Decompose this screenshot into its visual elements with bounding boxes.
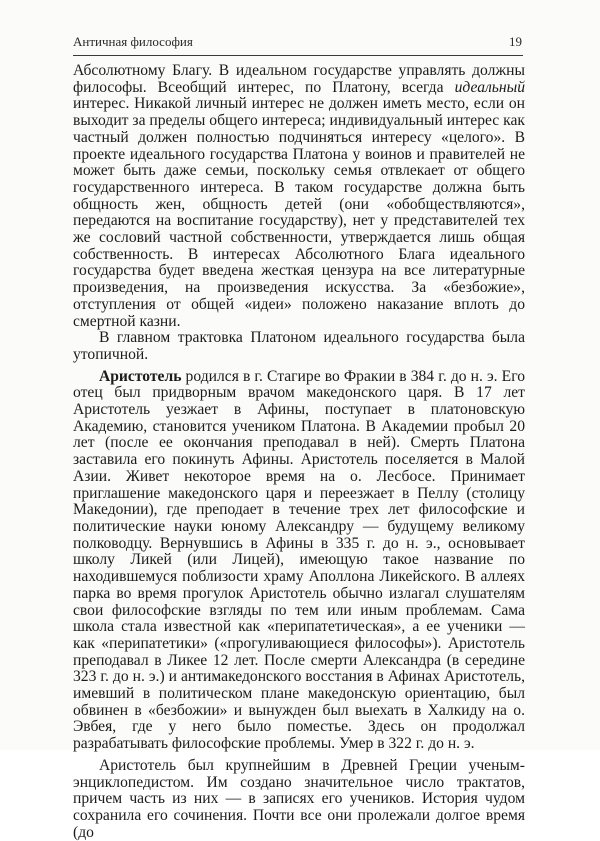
paragraph-text: интерес. Никакой личный интерес не должен иметь место, если он выходит за пределы общего интереса; индивидуальный интерес как частный должен полностью подчиняться интересу «целого». В проекте идеального государства Платона у воинов и правителей не может быть даже семьи, поскольку семья отвлекает от общего государственного интереса. В таком государстве должна быть общность жен, общность детей (они «обобществляются», передаются на воспитание государству), нет у представителей тех же сословий частной собственности, утверждается лишь общая собственность. В интересах Абсолютного Блага идеального государства будет введена жесткая цензура на все литературные произведения, на произведения искусства. За «безбожие», отступления от общей «идеи» положено наказание вплоть до смертной казни.: [73, 95, 525, 330]
paragraph-text: родился в г. Стагире во Фракии в 384 г. до н. э. Его отец был придворным врачом македонского царя. В 17 лет Аристотель уезжает в Афины, поступает в платоновскую Академию, становится учеником Платона. В Академии пробыл 20 лет (после ее окончания преподавал в ней). Смерть Платона заставила его покинуть Афины. Аристотель поселяется в Малой Азии. Живет некоторое время на о. Лесбосе. Принимает приглашение македонского царя и переезжает в Пеллу (столицу Македонии), где преподает в течение трех лет философские и политические науки юному Александру — будущему великому полководцу. Вернувшись в Афины в 335 г. до н. э., основывает школу Ликей (или Лицей), имеющую такое название по находившемуся поблизости храму Аполлона Ликейского. В аллеях парка во время прогулок Аристотель обычно излагал слушателям свои философские взгляды по тем или иным проблемам. Сама школа стала известной как «перипатетическая», а ее ученики — как «перипатетики» («прогуливающиеся философы»). Аристотель преподавал в Ликее 12 лет. После смерти Александра (в середине 323 г. до н. э.) и антимакедонского восстания в Афинах Аристотель, имевший в политическом плане македонскую ориентацию, был обвинен в «безбожии» и вынужден был выехать в Халкиду на о. Эвбея, где у него было поместье. Здесь он продолжал разрабатывать философские проблемы. Умер в 322 г. до н. э.: [73, 367, 525, 753]
name-aristotle: Аристотель: [99, 367, 182, 385]
header-divider: [73, 55, 523, 56]
paragraph-aristotle-biography: [73, 369, 525, 753]
paragraph-aristotle-encyclopedist: [73, 758, 525, 841]
paragraph-utopian-conclusion: [73, 330, 525, 363]
section-title: Античная философия: [73, 34, 193, 49]
paragraph-text: Аристотель был крупнейшим в Древней Греции ученым-энциклопедистом. Им создано значительное число трактатов, причем часть из них — в записях его учеников. История чудом сохранила его сочинения. Почти все они пролежали долгое время (до: [73, 756, 525, 841]
emphasis-ideal: идеальный: [454, 78, 525, 96]
body-text: [73, 63, 525, 841]
paragraph-plato-ideal-state: [73, 63, 525, 330]
page-number: 19: [509, 34, 522, 49]
paragraph-text: В главном трактовка Платоном идеального государства была утопичной.: [73, 329, 525, 363]
paragraph-text: Абсолютному Благу. В идеальном государстве управлять должны философы. Всеобщий интерес, по Платону, всегда: [73, 62, 525, 96]
